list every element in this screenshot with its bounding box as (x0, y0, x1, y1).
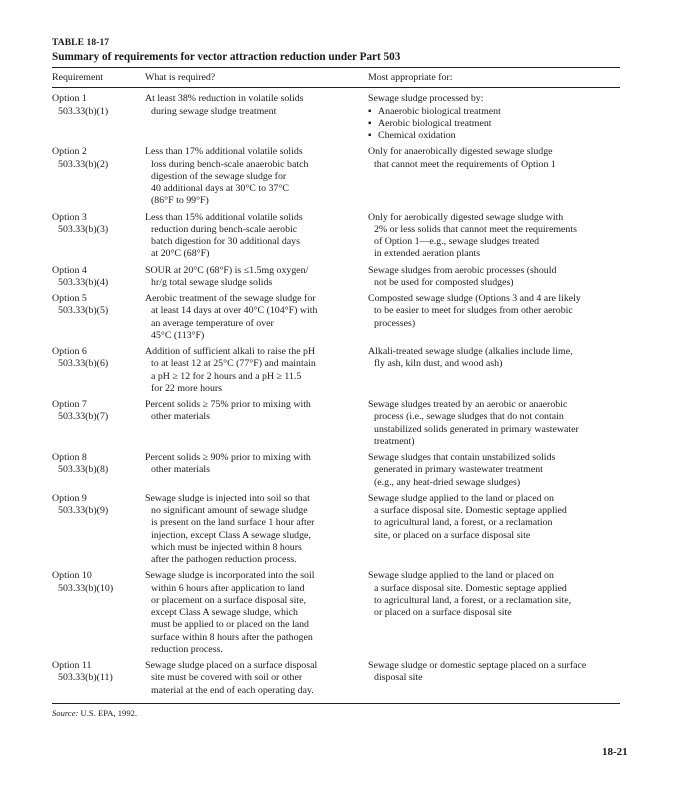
table-row (52, 452, 620, 493)
most-appropriate-cell (368, 452, 620, 493)
requirement-text-line: at 20°C (68°F) (151, 248, 210, 260)
appropriate-text-line: Only for anaerobically digested sewage sludge (368, 146, 553, 158)
what-required-cell (145, 88, 368, 146)
most-appropriate-cell (368, 346, 620, 399)
appropriate-text-line: to agricultural land, a forest, or a reclamation (374, 517, 553, 529)
option-label: Option 10 (52, 570, 92, 582)
requirement-text-line: other materials (151, 411, 210, 423)
requirement-text-line: Less than 15% additional volatile solids (145, 211, 303, 223)
what-required-cell (145, 146, 368, 211)
option-label: Option 6 (52, 346, 87, 357)
table-row (52, 346, 620, 399)
what-required-cell (145, 452, 368, 493)
most-appropriate-cell (368, 660, 620, 703)
source-note (52, 708, 620, 718)
requirement-cell (52, 399, 145, 452)
citation-label: 503.33(b)(2) (58, 158, 109, 170)
requirement-text-line: Sewage sludge is incorporated into the soil (145, 570, 315, 582)
table-header-row (52, 68, 620, 87)
what-required-cell (145, 660, 368, 703)
bullet-text: Anaerobic biological treatment (378, 105, 501, 117)
requirement-cell (52, 88, 145, 146)
requirement-text-line: material at the end of each operating day. (151, 684, 314, 696)
citation-label: 503.33(b)(4) (58, 276, 109, 288)
table-row (52, 293, 620, 346)
requirement-text-line: at least 14 days at over 40°C (104°F) with (151, 305, 318, 317)
table-body (52, 88, 620, 703)
what-required-cell (145, 493, 368, 571)
requirement-text-line: injection, except Class A sewage sludge, (151, 529, 311, 541)
appropriate-text-line: Sewage sludges from aerobic processes (should (368, 264, 557, 276)
requirement-cell (52, 493, 145, 571)
column-header-most-appropriate: Most appropriate for: (368, 72, 453, 83)
appropriate-text-line: 2% or less solids that cannot meet the requirements (374, 223, 577, 235)
option-label: Option 2 (52, 146, 87, 158)
appropriate-text-line: or placed on a surface disposal site (374, 607, 512, 618)
citation-label: 503.33(b)(9) (58, 505, 109, 516)
appropriate-text-line: a surface disposal site. Domestic septage applied (374, 505, 567, 516)
option-label: Option 8 (52, 452, 87, 463)
bullet-item (368, 118, 620, 130)
appropriate-text-line: treatment) (374, 435, 415, 447)
most-appropriate-cell (368, 212, 620, 265)
requirement-text-line: Addition of sufficient alkali to raise the pH (145, 346, 316, 357)
requirement-text-line: surface within 8 hours after the pathogen (151, 631, 313, 643)
requirement-text-line: digestion of the sewage sludge for (151, 170, 287, 182)
table-bottom-rule (52, 703, 620, 704)
requirement-text-line: is present on the land surface 1 hour after (151, 517, 315, 529)
bullet-item (368, 130, 620, 142)
requirement-text-line: for 22 more hours (151, 382, 223, 394)
column-header-what-required: What is required? (145, 72, 216, 83)
what-required-cell (145, 399, 368, 452)
what-required-cell (145, 265, 368, 294)
citation-label: 503.33(b)(6) (58, 358, 109, 370)
requirement-text-line: to at least 12 at 25°C (77°F) and maintain (151, 358, 316, 370)
option-label: Option 4 (52, 264, 87, 276)
option-label: Option 7 (52, 399, 87, 410)
requirement-text-line: Aerobic treatment of the sewage sludge for (145, 293, 316, 304)
requirement-text-line: or placement on a surface disposal site, (151, 594, 306, 606)
table-number: TABLE 18-17 (52, 38, 110, 48)
requirement-cell (52, 346, 145, 399)
citation-label: 503.33(b)(7) (58, 411, 109, 423)
appropriate-text-line: fly ash, kiln dust, and wood ash) (374, 358, 503, 370)
page-number: 18-21 (602, 746, 628, 758)
appropriate-text-line: generated in primary wastewater treatment (374, 464, 543, 476)
requirement-text-line: reduction process. (151, 643, 223, 655)
requirement-text-line: 45°C (113°F) (151, 329, 205, 341)
requirement-text-line: within 6 hours after application to land (151, 582, 305, 594)
appropriate-text-line: to agricultural land, a forest, or a reclamation site, (374, 594, 572, 606)
requirement-text-line: other materials (151, 464, 210, 476)
requirement-text-line: At least 38% reduction in volatile solids (145, 93, 304, 105)
table-row (52, 493, 620, 571)
most-appropriate-cell (368, 399, 620, 452)
requirement-text-line: reduction during bench-scale aerobic (151, 223, 298, 235)
requirement-text-line: Percent solids ≥ 75% prior to mixing with (145, 399, 311, 410)
column-header-requirement: Requirement (52, 72, 104, 83)
appropriate-text-line: Sewage sludge or domestic septage placed on a surface (368, 660, 587, 671)
what-required-cell (145, 346, 368, 399)
option-label: Option 5 (52, 293, 87, 304)
what-required-cell (145, 570, 368, 660)
table-row (52, 146, 620, 211)
appropriate-text-line: disposal site (374, 672, 423, 684)
requirement-text-line: site must be covered with soil or other (151, 672, 303, 684)
square-bullet-icon: ▪ (368, 117, 372, 129)
source-label: Source: (52, 707, 79, 718)
square-bullet-icon: ▪ (368, 105, 372, 117)
requirement-text-line: SOUR at 20°C (68°F) is ≤1.5mg oxygen/ (145, 264, 309, 276)
most-appropriate-cell (368, 88, 620, 146)
appropriate-text-line: Only for aerobically digested sewage sludge with (368, 211, 564, 223)
bullet-text: Chemical oxidation (378, 130, 456, 141)
requirement-text-line: Less than 17% additional volatile solids (145, 146, 303, 158)
citation-label: 503.33(b)(10) (58, 582, 114, 594)
option-label: Option 11 (52, 660, 92, 671)
requirement-text-line: which must be injected within 8 hours (151, 541, 302, 553)
option-label: Option 1 (52, 93, 87, 105)
requirements-table (52, 68, 620, 703)
table-row (52, 570, 620, 660)
option-label: Option 3 (52, 211, 87, 223)
requirement-text-line: (86°F to 99°F) (151, 195, 209, 207)
requirement-cell (52, 212, 145, 265)
table-row (52, 212, 620, 265)
appropriate-text-line: Sewage sludge applied to the land or placed on (368, 492, 554, 504)
requirement-cell (52, 570, 145, 660)
table-row (52, 660, 620, 703)
most-appropriate-cell (368, 493, 620, 571)
appropriate-text-line: to be easier to meet for sludges from other aerobic (374, 305, 573, 317)
appropriate-text-line: unstabilized solids generated in primary wastewater (374, 423, 579, 435)
most-appropriate-cell (368, 570, 620, 660)
appropriate-text-line: Sewage sludge applied to the land or placed on (368, 570, 554, 582)
requirement-text-line: 40 additional days at 30°C to 37°C (151, 183, 289, 194)
requirement-cell (52, 265, 145, 294)
requirement-text-line: after the pathogen reduction process. (151, 554, 297, 565)
requirement-text-line: must be applied to or placed on the land (151, 619, 309, 631)
requirement-text-line: Sewage sludge is injected into soil so that (145, 492, 310, 504)
source-text: U.S. EPA, 1992. (78, 707, 138, 718)
table-row (52, 88, 620, 146)
requirement-text-line: during sewage sludge treatment (151, 105, 277, 117)
appropriate-text-line: processes) (374, 317, 416, 329)
requirement-text-line: Sewage sludge placed on a surface disposal (145, 660, 318, 671)
appropriate-text-line: in extended aeration plants (374, 248, 481, 260)
table-row (52, 265, 620, 294)
appropriate-text-line: of Option 1—e.g., sewage sludges treated (374, 236, 540, 247)
appropriate-text-line: (e.g., any heat-dried sewage sludges) (374, 476, 521, 488)
requirement-cell (52, 146, 145, 211)
requirement-text-line: no significant amount of sewage sludge (151, 505, 308, 516)
what-required-cell (145, 293, 368, 346)
appropriate-text-line: Sewage sludges that contain unstabilized solids (368, 452, 556, 463)
requirement-cell (52, 660, 145, 703)
most-appropriate-cell (368, 265, 620, 294)
requirement-text-line: loss during bench-scale anaerobic batch (151, 158, 309, 170)
square-bullet-icon: ▪ (368, 130, 372, 141)
bullet-item (368, 106, 620, 118)
appropriate-text-line: Alkali-treated sewage sludge (alkalies include lime, (368, 346, 573, 357)
requirement-text-line: batch digestion for 30 additional days (151, 236, 300, 247)
requirement-cell (52, 452, 145, 493)
document-page (52, 38, 620, 718)
most-appropriate-cell (368, 293, 620, 346)
requirement-text-line: except Class A sewage sludge, which (151, 607, 298, 618)
appropriate-text-line: site, or placed on a surface disposal site (374, 529, 531, 541)
citation-label: 503.33(b)(5) (58, 305, 109, 317)
what-required-cell (145, 212, 368, 265)
requirement-text-line: an average temperature of over (151, 317, 274, 329)
appropriate-text-line: not be used for composted sludges) (374, 276, 514, 288)
appropriate-text-line: Composted sewage sludge (Options 3 and 4 are likely (368, 293, 581, 304)
citation-label: 503.33(b)(1) (58, 105, 109, 117)
table-title: Summary of requirements for vector attraction reduction under Part 503 (52, 51, 401, 63)
appropriate-text-line: Sewage sludge processed by: (368, 93, 484, 105)
requirement-text-line: hr/g total sewage sludge solids (151, 276, 273, 288)
citation-label: 503.33(b)(3) (58, 223, 109, 235)
option-label: Option 9 (52, 492, 87, 504)
most-appropriate-cell (368, 146, 620, 211)
appropriate-text-line: Sewage sludges treated by an aerobic or anaerobic (368, 399, 568, 410)
citation-label: 503.33(b)(11) (58, 672, 113, 684)
requirement-text-line: a pH ≥ 12 for 2 hours and a pH ≥ 11.5 (151, 370, 302, 382)
citation-label: 503.33(b)(8) (58, 464, 109, 476)
bullet-text: Aerobic biological treatment (378, 117, 492, 129)
appropriate-text-line: that cannot meet the requirements of Option 1 (374, 158, 556, 170)
table-row (52, 399, 620, 452)
requirement-text-line: Percent solids ≥ 90% prior to mixing with (145, 452, 311, 463)
appropriate-text-line: process (i.e., sewage sludges that do not contain (374, 411, 564, 423)
appropriate-text-line: a surface disposal site. Domestic septage applied (374, 582, 567, 594)
requirement-cell (52, 293, 145, 346)
